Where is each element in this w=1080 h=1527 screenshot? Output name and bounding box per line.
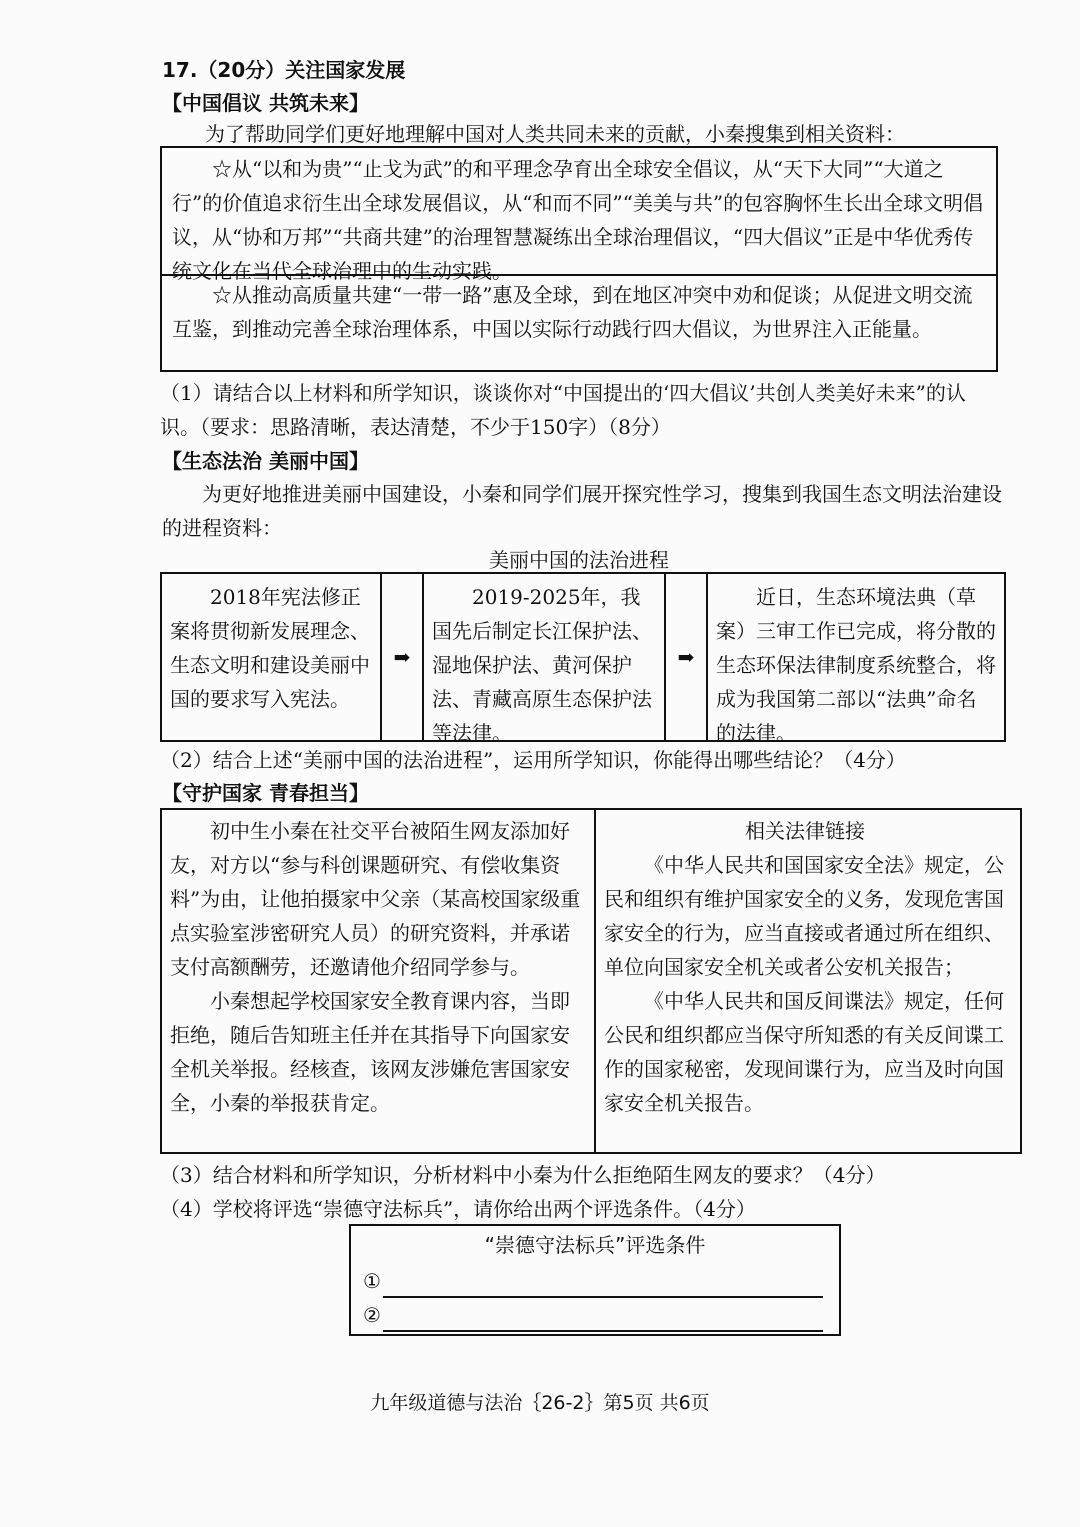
material-paragraph-2: ☆从推动高质量共建“一带一路”惠及全球，到在地区冲突中劝和促谈；从促进文明交流互鉴，到推动完善全球治理体系，中国以实际行动践行四大倡议，为世界注入正能量。 — [172, 283, 973, 341]
material-divider — [162, 274, 996, 276]
law-national-security: 《中华人民共和国国家安全法》规定，公民和组织有维护国家安全的义务，发现危害国家安全的行为，应当直接或者通过所在组织、单位向国家安全机关或者公安机关报告； — [604, 853, 1004, 979]
section2-intro: 为更好地推进美丽中国建设，小秦和同学们展开探究性学习，搜集到我国生态文明法治建设的进程资料： — [162, 482, 1002, 540]
selection-criteria-form — [349, 1224, 841, 1336]
law-counter-espionage: 《中华人民共和国反间谍法》规定，任何公民和组织都应当保守所知悉的有关反间谍工作的国家秘密，发现间谍行为，应当及时向国家安全机关报告。 — [604, 989, 1004, 1115]
form-row-2 — [363, 1298, 823, 1332]
material-box — [160, 146, 998, 372]
answer-blank-2[interactable] — [383, 1308, 823, 1332]
flow-step-text: 2018年宪法修正案将贯彻新发展理念、生态文明和建设美丽中国的要求写入宪法。 — [170, 585, 370, 711]
answer-blank-1[interactable] — [383, 1274, 823, 1298]
flow-title: 美丽中国的法治进程 — [489, 548, 669, 572]
material-paragraph-1: ☆从“以和为贵”“止戈为武”的和平理念孕育出全球安全倡议，从“天下大同”“大道之行”的价值追求衍生出全球发展倡议，从“和而不同”“美美与共”的包容胸怀生长出全球文明倡议，从“协和万邦”“共商共建”的治理智慧凝练出全球治理倡议，“四大倡议”正是中华优秀传统文化在当代全球治理中的生动实践。 — [172, 157, 984, 283]
section-heading-eco-law: 【生态法治 美丽中国】 — [162, 449, 369, 473]
question-4: （4）学校将评选“崇德守法标兵”，请你给出两个评选条件。（4分） — [160, 1197, 756, 1221]
arrow-right-icon: ➡ — [664, 574, 708, 740]
flow-step-text: 2019-2025年，我国先后制定长江保护法、湿地保护法、黄河保护法、青藏高原生态保护法等法律。 — [432, 585, 652, 745]
question-2: （2）结合上述“美丽中国的法治进程”，运用所学知识，你能得出哪些结论？（4分） — [160, 748, 906, 772]
table-divider — [594, 810, 596, 1152]
flow-step-2019-2025 — [424, 574, 664, 745]
flow-step-text: 近日，生态环境法典（草案）三审工作已完成，将分散的生态环保法律制度系统整合，将成为我国第二部以“法典”命名的法律。 — [716, 585, 996, 745]
section-heading-national-security: 【守护国家 青春担当】 — [162, 781, 369, 805]
case-story — [170, 814, 586, 1120]
section1-intro: 为了帮助同学们更好地理解中国对人类共同未来的贡献，小秦搜集到相关资料： — [205, 122, 905, 146]
section-heading-china-initiative: 【中国倡议 共筑未来】 — [162, 91, 369, 115]
law-progress-flow — [160, 572, 1006, 745]
form-item-1-number: ① — [363, 1269, 381, 1293]
question-title: 17.（20分）关注国家发展 — [162, 58, 406, 82]
question-3: （3）结合材料和所学知识，分析材料中小秦为什么拒绝陌生网友的要求？（4分） — [160, 1163, 886, 1187]
form-title: “崇德守法标兵”评选条件 — [484, 1233, 706, 1257]
page-footer: 九年级道德与法治｛26-2｝第5页 共6页 — [370, 1392, 710, 1414]
law-links-title: 相关法律链接 — [745, 819, 865, 843]
law-links — [604, 814, 1006, 1120]
case-story-paragraph-2: 小秦想起学校国家安全教育课内容，当即拒绝，随后告知班主任并在其指导下向国家安全机关举报。经核查，该网友涉嫌危害国家安全，小秦的举报获肯定。 — [170, 989, 570, 1115]
arrow-right-icon: ➡ — [380, 574, 424, 740]
question-1: （1）请结合以上材料和所学知识，谈谈你对“中国提出的‘四大倡议’共创人类美好未来”的认识。（要求：思路清晰，表达清楚，不少于150字）（8分） — [160, 381, 966, 439]
case-law-table — [160, 808, 1022, 1154]
case-story-paragraph-1: 初中生小秦在社交平台被陌生网友添加好友，对方以“参与科创课题研究、有偿收集资料”为由，让他拍摄家中父亲（某高校国家级重点实验室涉密研究人员）的研究资料，并承诺支付高额酬劳，还邀请他介绍同学参与。 — [170, 819, 581, 979]
flow-step-2018 — [162, 574, 380, 740]
form-row-1 — [363, 1264, 823, 1298]
flow-step-recent — [708, 574, 1004, 745]
form-item-2-number: ② — [363, 1303, 381, 1327]
